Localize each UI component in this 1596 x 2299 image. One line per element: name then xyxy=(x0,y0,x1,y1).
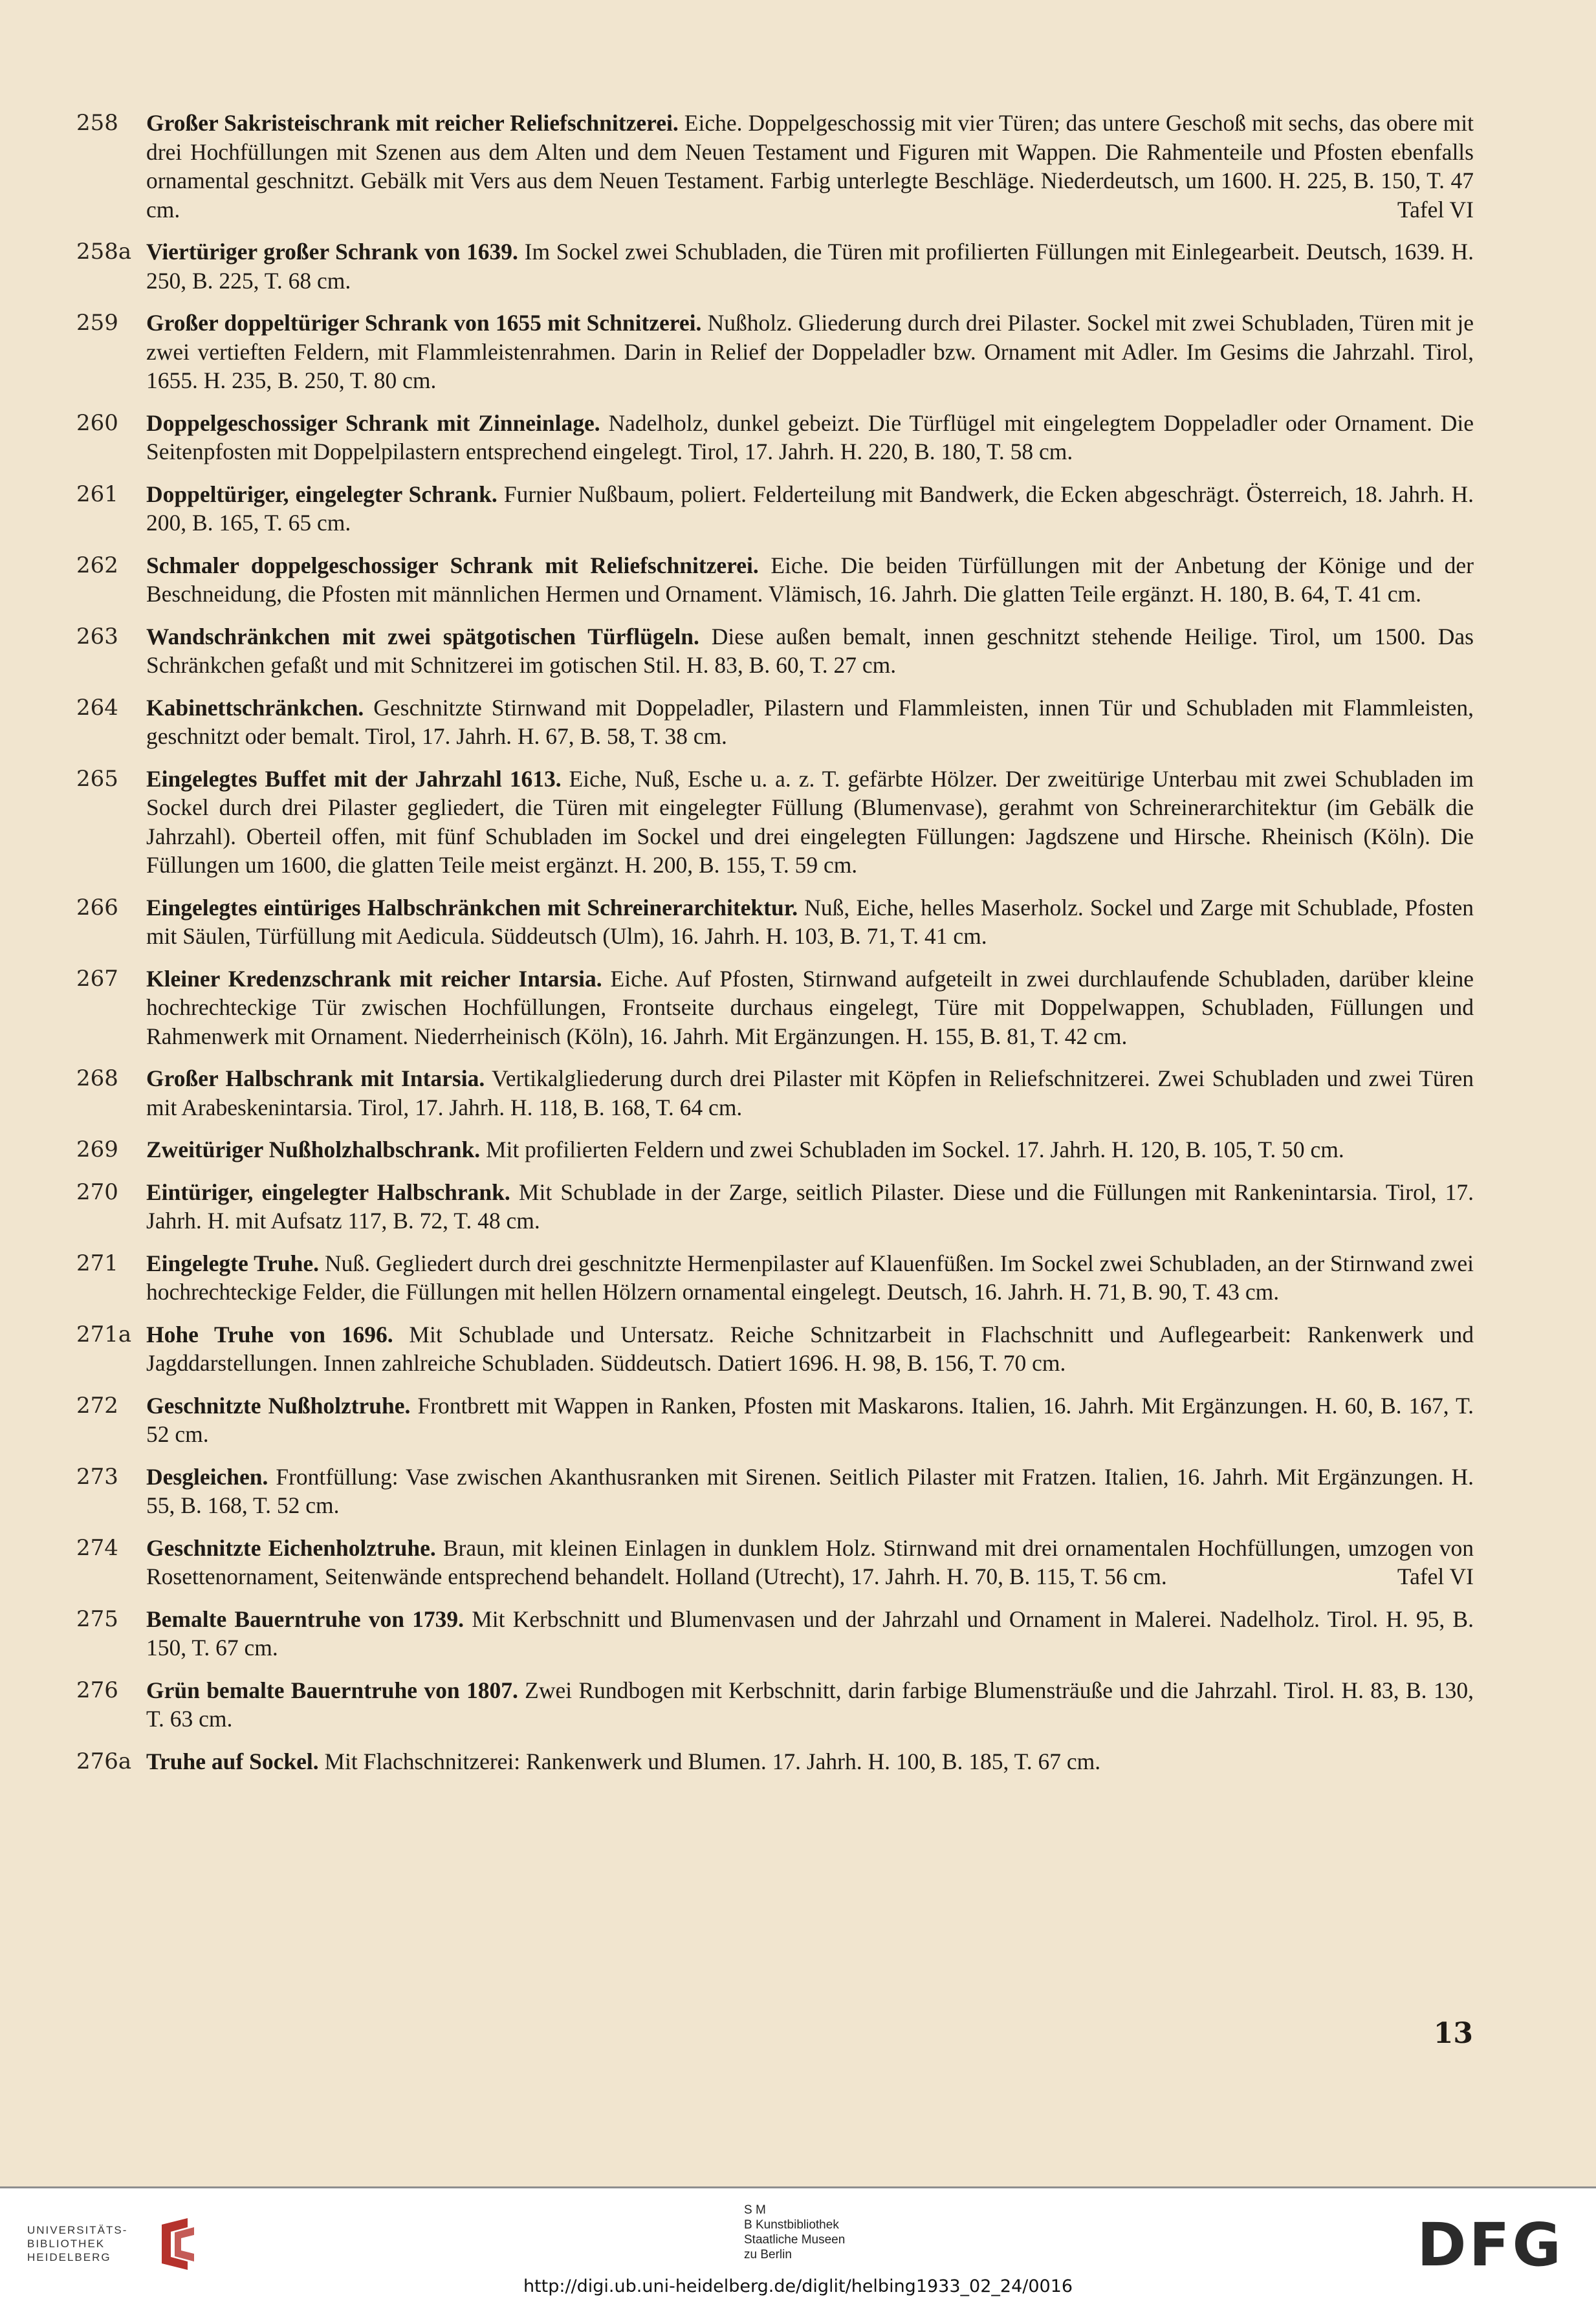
entry-body xyxy=(146,1605,1474,1662)
entry-body xyxy=(146,1463,1474,1520)
entry-description: Eiche. Die beiden Türfüllungen mit der Anbetung der Könige und der Beschneidung, die Pfosten mit männlichen Hermen und Ornament. Vlämisch, 16. Jahrh. Die glatten Teile ergänzt. H. 180, B. 64, T. 41 cm. xyxy=(146,552,1474,607)
entry-title: Kleiner Kredenzschrank mit reicher Intarsia. xyxy=(146,965,602,992)
catalog-entry xyxy=(76,1391,1474,1449)
entry-title: Eingelegtes Buffet mit der Jahrzahl 1613. xyxy=(146,765,562,792)
catalog-entry xyxy=(76,1135,1474,1164)
catalog-entry xyxy=(76,893,1474,951)
entry-body xyxy=(146,551,1474,609)
entry-description: Nußholz. Gliederung durch drei Pilaster. Sockel mit zwei Schubladen, Türen mit je zwei vertieften Feldern, mit Flammleistenrahmen. Darin in Relief der Doppeladler bzw. Ornament mit Adler. Im Gesims die Jahrzahl. Tirol, 1655. H. 235, B. 250, T. 80 cm. xyxy=(146,310,1474,393)
entry-title: Geschnitzte Nußholztruhe. xyxy=(146,1392,411,1419)
catalog-entry xyxy=(76,109,1474,224)
catalog-entry xyxy=(76,1747,1474,1776)
entry-description: Mit Flachschnitzerei: Rankenwerk und Blumen. 17. Jahrh. H. 100, B. 185, T. 67 cm. xyxy=(324,1748,1101,1774)
catalog-entry xyxy=(76,1320,1474,1378)
entry-description: Nadelholz, dunkel gebeizt. Die Türflügel mit eingelegtem Doppeladler oder Ornament. Die Seitenpfosten mit Doppelpilastern entsprechend eingelegt. Tirol, 17. Jahrh. H. 220, B. 180, T. 58 cm. xyxy=(146,409,1474,464)
entry-title: Bemalte Bauerntruhe von 1739. xyxy=(146,1606,465,1632)
catalog-entry xyxy=(76,693,1474,751)
catalog-entry xyxy=(76,309,1474,395)
entry-description: Nuß. Gegliedert durch drei geschnitzte Hermenpilaster auf Klauenfüßen. Im Sockel zwei Schubladen, an der Stirnwand zwei hochrechteckige Felder, die Füllungen mit hellen Hölzern ornamental eingelegt. Deutsch, 16. Jahrh. H. 71, B. 90, T. 43 cm. xyxy=(146,1250,1474,1305)
entry-description: Geschnitzte Stirnwand mit Doppeladler, Pilastern und Flammleisten, innen Tür und Schubladen mit Flammleisten, geschnitzt oder bemalt. Tirol, 17. Jahrh. H. 67, B. 58, T. 38 cm. xyxy=(146,694,1474,749)
permalink-url[interactable]: http://digi.ub.uni-heidelberg.de/diglit/helbing1933_02_24/0016 xyxy=(523,2276,1073,2296)
entry-body xyxy=(146,1391,1474,1449)
entry-description: Eiche, Nuß, Esche u. a. z. T. gefärbte Hölzer. Der zweitürige Unterbau mit zwei Schubladen im Sockel durch drei Pilaster gegliedert, die Türen mit eingelegter Füllung (Blumenvase), gerahmt von Schreinerarchitektur (im Gebälk die Jahrzahl). Oberteil offen, mit fünf Schubladen im Sockel und drei eingelegten Füllungen: Jagdszene und Hirsche. Rheinisch (Köln). Die Füllungen um 1600, die glatten Teile meist ergänzt. H. 200, B. 155, T. 59 cm. xyxy=(146,765,1474,878)
catalog-entry xyxy=(76,409,1474,466)
university-library-logo[interactable] xyxy=(27,2218,221,2270)
page-number: 13 xyxy=(1433,2017,1473,2050)
entry-number: 263 xyxy=(76,623,118,649)
entry-number: 261 xyxy=(76,481,118,507)
catalog-entry xyxy=(76,1676,1474,1734)
entry-body xyxy=(146,109,1474,224)
viewer-footer xyxy=(0,2186,1596,2299)
entry-number: 258 xyxy=(76,110,118,136)
entry-body xyxy=(146,237,1474,295)
entry-title: Geschnitzte Eichenholztruhe. xyxy=(146,1534,436,1561)
entry-title: Grün bemalte Bauerntruhe von 1807. xyxy=(146,1677,518,1703)
entry-body xyxy=(146,1178,1474,1236)
plate-reference: Tafel VI xyxy=(1397,1564,1474,1589)
entry-number: 270 xyxy=(76,1179,118,1205)
entry-description: Zwei Rundbogen mit Kerbschnitt, darin farbige Blumensträuße und die Jahrzahl. Tirol. H. 83, B. 130, T. 63 cm. xyxy=(146,1677,1474,1732)
entry-body xyxy=(146,1249,1474,1307)
entry-title: Großer Halbschrank mit Intarsia. xyxy=(146,1065,485,1091)
catalog-entry xyxy=(76,1249,1474,1307)
catalog-entry xyxy=(76,622,1474,680)
entry-title: Eingelegte Truhe. xyxy=(146,1250,319,1276)
entry-title: Großer doppeltüriger Schrank von 1655 mit Schnitzerei. xyxy=(146,310,702,336)
entry-body xyxy=(146,765,1474,880)
entry-title: Hohe Truhe von 1696. xyxy=(146,1321,393,1347)
entry-description: Nuß, Eiche, helles Maserholz. Sockel und Zarge mit Schublade, Pfosten mit Säulen, Türfüllung mit Aedicula. Süddeutsch (Ulm), 16. Jahrh. H. 103, B. 71, T. 41 cm. xyxy=(146,894,1474,949)
entry-number: 262 xyxy=(76,552,118,578)
catalog-entry xyxy=(76,1178,1474,1236)
entry-title: Doppelgeschossiger Schrank mit Zinneinlage. xyxy=(146,409,600,436)
entry-body xyxy=(146,480,1474,538)
entry-description: Mit Kerbschnitt und Blumenvasen und der Jahrzahl und Ornament in Malerei. Nadelholz. Tirol. H. 95, B. 150, T. 67 cm. xyxy=(146,1606,1474,1661)
entry-body xyxy=(146,893,1474,951)
entry-number: 264 xyxy=(76,694,118,721)
catalog-entry xyxy=(76,237,1474,295)
entry-title: Kabinettschränkchen. xyxy=(146,694,364,721)
plate-reference: Tafel VI xyxy=(1397,196,1474,223)
entry-number: 271 xyxy=(76,1250,118,1276)
entry-title: Eintüriger, eingelegter Halbschrank. xyxy=(146,1179,510,1205)
entry-number: 265 xyxy=(76,765,118,792)
entry-number: 271a xyxy=(76,1321,132,1347)
entry-title: Zweitüriger Nußholzhalbschrank. xyxy=(146,1137,481,1162)
catalog-entry xyxy=(76,1605,1474,1662)
entry-number: 260 xyxy=(76,409,118,436)
entry-body xyxy=(146,693,1474,751)
entry-number: 275 xyxy=(76,1606,118,1632)
entry-number: 273 xyxy=(76,1463,118,1490)
entry-description: Braun, mit kleinen Einlagen in dunklem Holz. Stirnwand mit drei ornamentalen Hochfüllungen, umzogen von Rosettenornament, Seitenwände entsprechend behandelt. Holland (Utrecht), 17. Jahrh. H. 70, B. 115, T. 56 cm. xyxy=(146,1534,1474,1589)
entry-number: 272 xyxy=(76,1392,118,1419)
entry-body xyxy=(146,309,1474,395)
entry-number: 258a xyxy=(76,239,132,265)
entry-title: Truhe auf Sockel. xyxy=(146,1748,319,1774)
entry-number: 266 xyxy=(76,894,118,921)
entry-number: 267 xyxy=(76,965,118,992)
library-name: UNIVERSITÄTS- BIBLIOTHEK HEIDELBERG xyxy=(27,2224,128,2263)
entry-number: 274 xyxy=(76,1534,118,1561)
entry-number: 276 xyxy=(76,1677,118,1703)
entry-body xyxy=(146,409,1474,466)
entry-body xyxy=(146,622,1474,680)
smb-kunstbibliothek-logo[interactable]: S M B Kunstbibliothek Staatliche Museen zu Berlin xyxy=(744,2203,846,2261)
entry-title: Schmaler doppelgeschossiger Schrank mit Reliefschnitzerei. xyxy=(146,552,759,578)
entry-description: Frontfüllung: Vase zwischen Akanthusranken mit Sirenen. Seitlich Pilaster mit Fratzen. Italien, 16. Jahrh. Mit Ergänzungen. H. 55, B. 168, T. 52 cm. xyxy=(146,1463,1474,1518)
entry-description: Eiche. Auf Pfosten, Stirnwand aufgeteilt in zwei durchlaufende Schubladen, darüber kleine hochrechteckige Tür zwischen Hochfüllungen, Frontseite durchaus eingelegt, Türe mit Doppelwappen, Schubladen, Füllungen und Rahmenwerk mit Ornament. Niederrheinisch (Köln), 16. Jahrh. Mit Ergänzungen. H. 155, B. 81, T. 42 cm. xyxy=(146,965,1474,1049)
entry-title: Großer Sakristeischrank mit reicher Reliefschnitzerei. xyxy=(146,110,679,136)
entry-description: Diese außen bemalt, innen geschnitzt stehende Heilige. Tirol, um 1500. Das Schränkchen gefaßt und mit Schnitzerei im gotischen Stil. H. 83, B. 60, T. 27 cm. xyxy=(146,623,1474,678)
entry-title: Wandschränkchen mit zwei spätgotischen Türflügeln. xyxy=(146,623,699,649)
entry-body xyxy=(146,1747,1474,1776)
catalog-entry xyxy=(76,1463,1474,1520)
entry-number: 268 xyxy=(76,1065,118,1091)
entry-description: Furnier Nußbaum, poliert. Felderteilung mit Bandwerk, die Ecken abgeschrägt. Österreich, 18. Jahrh. H. 200, B. 165, T. 65 cm. xyxy=(146,481,1474,536)
entry-body xyxy=(146,1320,1474,1378)
entry-description: Mit Schublade in der Zarge, seitlich Pilaster. Diese und die Füllungen mit Rankenintarsia. Tirol, 17. Jahrh. H. mit Aufsatz 117, B. 72, T. 48 cm. xyxy=(146,1179,1474,1234)
catalog-entry xyxy=(76,1534,1474,1591)
entry-title: Desgleichen. xyxy=(146,1463,268,1490)
entry-description: Im Sockel zwei Schubladen, die Türen mit profilierten Füllungen mit Einlegearbeit. Deutsch, 1639. H. 250, B. 225, T. 68 cm. xyxy=(146,239,1474,294)
entry-body xyxy=(146,1676,1474,1734)
entry-number: 259 xyxy=(76,310,118,336)
entry-description: Frontbrett mit Wappen in Ranken, Pfosten mit Maskarons. Italien, 16. Jahrh. Mit Ergänzungen. H. 60, B. 167, T. 52 cm. xyxy=(146,1392,1474,1447)
entry-description: Eiche. Doppelgeschossig mit vier Türen; das untere Geschoß mit sechs, das obere mit drei Hochfüllungen mit Szenen aus dem Alten und dem Neuen Testament und Figuren mit Wappen. Die Rahmenteile und Pfosten ebenfalls ornamental geschnitzt. Gebälk mit Vers aus dem Neuen Testament. Farbig unterlegte Beschläge. Niederdeutsch, um 1600. H. 225, B. 150, T. 47 cm. xyxy=(146,110,1474,223)
entry-description: Mit profilierten Feldern und zwei Schubladen im Sockel. 17. Jahrh. H. 120, B. 105, T. 50 cm. xyxy=(486,1137,1344,1162)
entry-title: Doppeltüriger, eingelegter Schrank. xyxy=(146,481,497,507)
catalog-entry xyxy=(76,964,1474,1051)
entry-number: 276a xyxy=(76,1748,132,1774)
entry-body xyxy=(146,1135,1474,1164)
entry-body xyxy=(146,1534,1474,1591)
catalog-entry xyxy=(76,1064,1474,1122)
entry-title: Viertüriger großer Schrank von 1639. xyxy=(146,239,518,265)
entry-title: Eingelegtes eintüriges Halbschränkchen mit Schreinerarchitektur. xyxy=(146,894,798,921)
entry-body xyxy=(146,1064,1474,1122)
entry-body xyxy=(146,964,1474,1051)
entry-number: 269 xyxy=(76,1137,118,1162)
library-mark-icon xyxy=(142,2218,207,2270)
catalog-entry xyxy=(76,551,1474,609)
entry-description: Vertikalgliederung durch drei Pilaster mit Köpfen in Reliefschnitzerei. Zwei Schubladen und zwei Türen mit Arabeskenintarsia. Tirol, 17. Jahrh. H. 118, B. 168, T. 64 cm. xyxy=(146,1065,1474,1120)
catalog-entry xyxy=(76,480,1474,538)
dfg-logo[interactable]: DFG xyxy=(1417,2210,1564,2280)
entry-description: Mit Schublade und Untersatz. Reiche Schnitzarbeit in Flachschnitt und Auflegearbeit: Rankenwerk und Jagddarstellungen. Innen zahlreiche Schubladen. Süddeutsch. Datiert 1696. H. 98, B. 156, T. 70 cm. xyxy=(146,1321,1474,1376)
catalog-entry xyxy=(76,765,1474,880)
catalog-entries xyxy=(76,109,1474,1789)
